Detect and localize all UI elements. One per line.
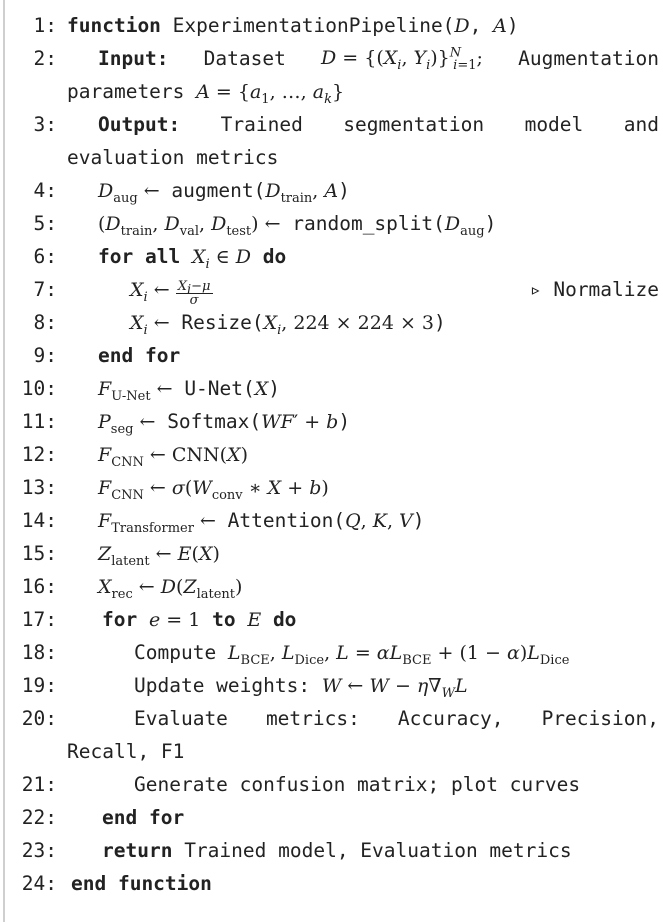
line-number: 5: (33, 212, 57, 235)
line-code: $X_{rec}$ ← $D(Z_{latent})$ (98, 576, 243, 602)
algo-line-2-cont: parameters $A = \{a_1$, …, $a_k$} (67, 80, 345, 107)
line-code: Generate confusion matrix; plot curves (134, 773, 581, 796)
line-number: 21: (21, 773, 57, 796)
line-code: $F_{U-Net}$ ← U-Net(X) (98, 377, 281, 404)
line-number: 9: (33, 344, 57, 367)
algo-line-12 (0, 443, 663, 476)
line-code: Update weights: W ← $W - \eta\nabla_WL$ (134, 674, 468, 701)
algo-line-16 (0, 575, 663, 608)
line-number: 23: (21, 839, 57, 862)
line-code: function ExperimentationPipeline(D, A) (67, 14, 519, 37)
line-number: 3: (33, 113, 57, 136)
line-number: 18: (21, 641, 57, 664)
algo-line-5 (0, 212, 663, 245)
algo-line-1 (0, 14, 663, 47)
line-code: ($D_{train}$, $D_{val}$, $D_{test}$) ← $random\_split(D_{aug})$ (98, 212, 497, 239)
algo-line-6 (0, 245, 663, 278)
line-code: $X_i$ ← $\frac{X_i-\mu}{\sigma}$ (130, 279, 211, 308)
line-number: 11: (21, 410, 57, 433)
line-number: 10: (21, 377, 57, 400)
line-code: $P_{seg}$ ← Softmax(WF′ + b) (98, 410, 351, 437)
line-number: 24: (21, 872, 57, 895)
line-code: Evaluate metrics: Accuracy, Precision, (134, 707, 659, 730)
algo-line-8 (0, 311, 663, 344)
line-number: 14: (21, 509, 57, 532)
algo-line-20-cont: Recall, F1 (67, 740, 185, 763)
line-number: 12: (21, 443, 57, 466)
line-code: end for (98, 344, 181, 367)
line-number: 20: (21, 707, 57, 730)
algo-line-20 (0, 707, 663, 740)
line-code: $F_{CNN}$ ← $\sigma(W_{conv}$ ∗ X + b) (98, 477, 329, 503)
algo-line-24 (0, 872, 663, 905)
line-number: 7: (33, 278, 57, 301)
algo-line-22 (0, 806, 663, 839)
algo-line-15 (0, 542, 663, 575)
algo-line-14 (0, 509, 663, 542)
line-code: Input: Dataset $D = \{(X_i$, $Y_i)\}^N_{i=1}$; Augmentation (98, 45, 659, 73)
line-code: $F_{Transformer}$ ← Attention(Q, K, V) (98, 509, 425, 536)
algo-line-10 (0, 377, 663, 410)
algo-line-2 (0, 47, 663, 80)
algo-line-13 (0, 476, 663, 509)
line-number: 1: (33, 14, 57, 37)
algo-line-3-cont: evaluation metrics (67, 146, 279, 169)
normalize-comment: ▹ Normalize (529, 278, 659, 301)
line-code: Compute $L_{BCE}$, $L_{Dice}$, $L = \alpha L_{BCE} + (1 - \alpha)L_{Dice}$ (134, 641, 570, 668)
line-code: $Z_{latent}$ ← E(X) (98, 543, 220, 569)
algo-line-23 (0, 839, 663, 872)
line-number: 2: (33, 47, 57, 70)
algo-line-3 (0, 113, 663, 146)
line-number: 13: (21, 476, 57, 499)
line-code: Output: Trained segmentation model and (98, 113, 659, 136)
line-code: end function (71, 872, 212, 895)
line-code: for all $X_i$ ∈ D do (98, 245, 287, 272)
algo-line-4 (0, 179, 663, 212)
line-number: 16: (21, 575, 57, 598)
line-number: 19: (21, 674, 57, 697)
line-number: 17: (21, 608, 57, 631)
algo-line-18 (0, 641, 663, 674)
line-code: $F_{CNN}$ ← CNN(X) (98, 444, 249, 470)
algo-line-7 (0, 278, 663, 311)
algo-line-21 (0, 773, 663, 806)
line-number: 22: (21, 806, 57, 829)
algo-line-11 (0, 410, 663, 443)
line-number: 6: (33, 245, 57, 268)
line-number: 4: (33, 179, 57, 202)
algo-line-9 (0, 344, 663, 377)
algo-line-19 (0, 674, 663, 707)
line-code: $X_i$ ← $Resize(X_i$, 224 × 224 × 3) (130, 311, 446, 338)
line-code: for e = 1 to E do (102, 608, 297, 631)
line-number: 8: (33, 311, 57, 334)
algo-line-17 (0, 608, 663, 641)
line-code: $D_{aug}$ ← $augment(D_{train}$, A) (98, 179, 350, 206)
line-number: 15: (21, 542, 57, 565)
line-code: return Trained model, Evaluation metrics (102, 839, 572, 862)
line-code: end for (102, 806, 185, 829)
